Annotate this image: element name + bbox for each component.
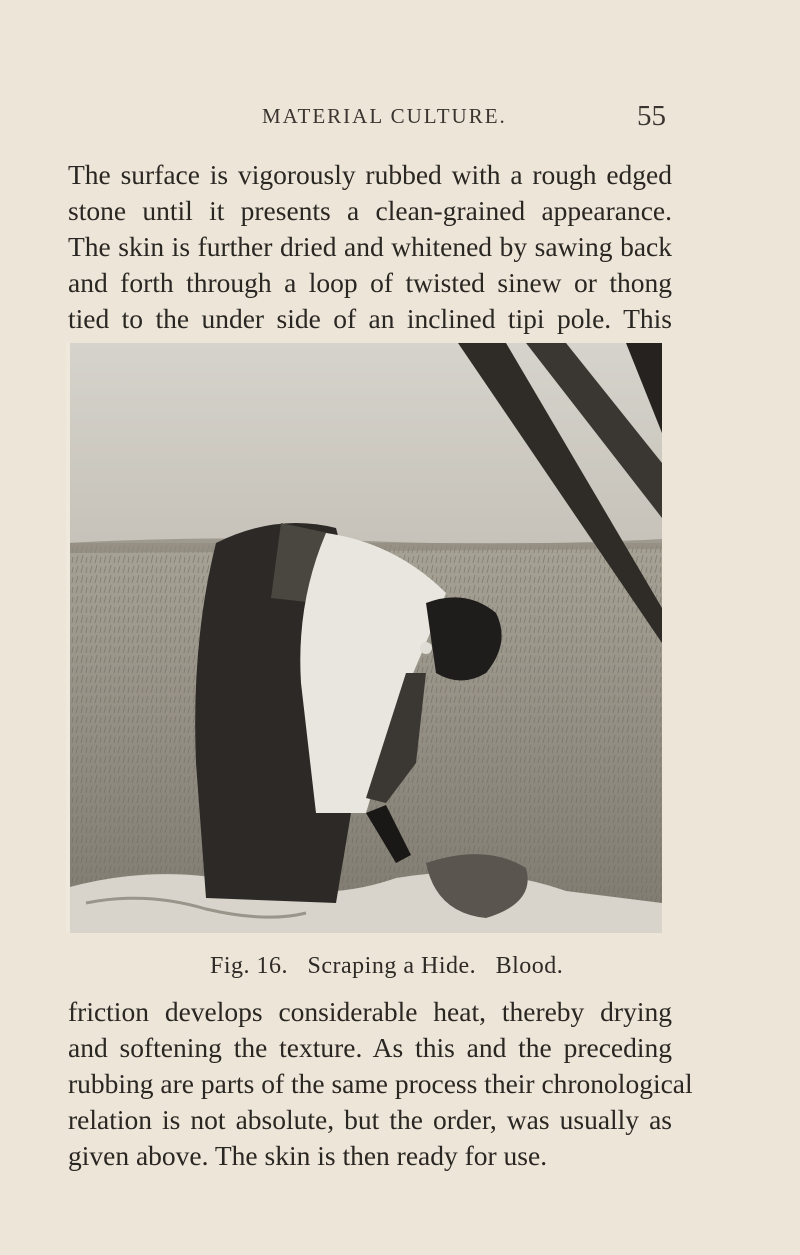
figure-photograph xyxy=(66,343,662,933)
running-title: MATERIAL CULTURE. xyxy=(262,104,507,128)
text-line: tied to the under side of an inclined tipi pole. This xyxy=(68,303,672,334)
text-line: and forth through a loop of twisted sinew or thong xyxy=(68,267,672,298)
paragraph-bottom xyxy=(68,994,693,1174)
text-line: and softening the texture. As this and the preceding xyxy=(68,1032,672,1063)
photograph-illustration xyxy=(66,343,662,933)
paragraph-top xyxy=(68,157,672,337)
text-line: friction develops considerable heat, thereby drying xyxy=(68,996,672,1027)
page-number: 55 xyxy=(637,100,666,132)
text-line: The surface is vigorously rubbed with a rough edged xyxy=(68,159,672,190)
text-line: stone until it presents a clean-grained appearance. xyxy=(68,195,672,226)
text-line: The skin is further dried and whitened by sawing back xyxy=(68,231,672,262)
text-line: rubbing are parts of the same process their chronological xyxy=(68,1068,693,1099)
text-line: given above. The skin is then ready for use. xyxy=(68,1140,548,1171)
text-line: relation is not absolute, but the order, was usually as xyxy=(68,1104,672,1135)
figure-caption: Fig. 16. Scraping a Hide. Blood. xyxy=(210,953,564,979)
